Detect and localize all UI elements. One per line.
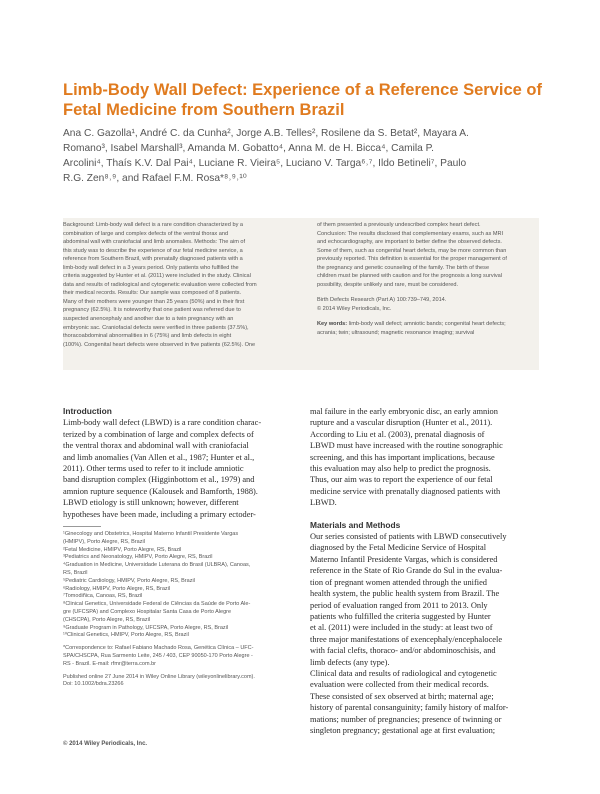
left-column <box>63 406 301 520</box>
abstract-line: (100%). Congenital heart defects were observed in five patients (62.5%). One <box>63 341 256 348</box>
title-line: Limb-Body Wall Defect: Experience of a Reference Service of <box>63 81 542 99</box>
body-line: the ventral thorax and abdominal wall with craniofacial <box>63 441 249 451</box>
abstract-line: the pregnancy and genetic counseling of the family. The birth of these <box>317 264 490 271</box>
abstract-line: suspected anencephaly and another due to a twin pregnancy with an <box>63 316 234 323</box>
abstract-line: criteria suggested by Hunter et al. (2011) were included in the study. Clinical <box>63 273 251 280</box>
affiliation: RS, Brazil <box>63 569 88 576</box>
keywords-label: Key words: <box>317 321 348 328</box>
body-line: period of evaluation ranged from 2011 to 2013. Only <box>310 600 488 610</box>
affiliation: ⁷Tomodiñica, Canoas, RS, Brazil <box>63 593 143 600</box>
body-line: this evaluation may also help to predict the prognosis. <box>310 464 491 474</box>
keywords <box>317 320 539 329</box>
abstract-line: their medical records. Results: Our sample was composed of 8 patients. <box>63 290 242 297</box>
body-line: LBWD. <box>310 498 337 508</box>
affiliation: gre (UFCSPA) and Complexo Hospitalar Santa Casa de Porto Alegre <box>63 608 232 615</box>
correspondence: SPA/CHSCPA, Rua Sarmento Leite, 245 / 403, CEP 90050-170 Porto Alegre - <box>63 652 253 659</box>
body-line: LBWD etiology is still unknown; however, different <box>63 498 239 508</box>
body-line: health system, the public health system from Brazil. The <box>310 589 500 599</box>
body-line: According to Liu et al. (2003), prenatal diagnosis of <box>310 429 485 439</box>
abstract-line: and echocardiography, are important to better define the observed defects. <box>317 239 502 246</box>
abstract-line: reference from Southern Brazil, with prenatally diagnosed patients with a <box>63 256 243 263</box>
page-footer: © 2014 Wiley Periodicals, Inc. <box>63 741 148 747</box>
author-line: Romano³, Isabel Marshall³, Amanda M. Gobatto⁴, Anna M. de H. Bicca⁴, Camila P. <box>63 143 434 154</box>
section-heading: Materials and Methods <box>310 519 401 530</box>
abstract-right-column <box>317 221 539 338</box>
affiliation: (CHSCPA), Porto Alegre, RS, Brazil <box>63 616 151 623</box>
author-line: Arcolini⁴, Thaís K.V. Dal Pai⁴, Luciane R. Vieira⁵, Luciano V. Targa⁶˒⁷, Ildo Betineli⁷, Paulo <box>63 158 467 169</box>
section-heading: Introduction <box>63 406 112 416</box>
body-line: terized by a combination of large and complex defects of <box>63 429 254 439</box>
correspondence: *Correspondence to: Rafael Fabiano Machado Rosa, Genética Clínica – UFC- <box>63 645 254 652</box>
author-line: Ana C. Gazolla¹, André C. da Cunha², Jorge A.B. Telles², Rosilene da S. Betat², Mayara A. <box>63 128 469 139</box>
abstract-line: Some of them, such as congenital heart defects, may be more common than <box>317 247 507 254</box>
body-line: band disruption complex (Higginbottom et al., 1979) and <box>63 475 255 485</box>
affiliation: ³Pediatrics and Neonatology, HMIPV, Porto Alegre, RS, Brazil <box>63 554 213 561</box>
affiliation: ⁸Clinical Genetics, Universidade Federal de Ciências da Saúde de Porto Ale- <box>63 601 251 608</box>
affiliation: ⁶Radiology, HMIPV, Porto Alegre, RS, Brazil <box>63 585 171 592</box>
abstract-line: abdominal wall with craniofacial and limb anomalies. Methods: The aim of <box>63 239 246 246</box>
body-line: reference in the State of Rio Grande do Sul in the evalua- <box>310 566 503 576</box>
affiliation: ¹⁰Clinical Genetics, HMIPV, Porto Alegre, RS, Brazil <box>63 632 189 639</box>
abstract-line: Conclusion: The results disclosed that complementary exams, such as MRI <box>317 230 504 237</box>
abstract-line: possibility, despite unlikely and rare, must be considered. <box>317 281 459 288</box>
correspondence: RS - Brazil. E-mail: rfmr@terra.com.br <box>63 660 156 667</box>
keywords-text: limb-body wall defect; amniotic bands; congenital heart defects; <box>348 321 506 328</box>
publication-info: Published online 27 June 2014 in Wiley Online Library (wileyonlinelibrary.com). <box>63 673 255 680</box>
footnotes <box>63 526 283 689</box>
citation: Birth Defects Research (Part A) 100:739–749, 2014. <box>317 297 447 304</box>
author-line: R.G. Zen⁸˒⁹, and Rafael F.M. Rosa*⁸˒⁹˒¹⁰ <box>63 173 247 184</box>
body-line: tion of pregnant women attended through the unified <box>310 577 487 587</box>
body-line: history of parental consanguinity; family history of malfor- <box>310 703 509 713</box>
body-line: mal failure in the early embryonic disc, an early amnion <box>310 407 498 416</box>
abstract-line: Many of their mothers were younger than 25 years (50%) and in their first <box>63 298 245 305</box>
body-line: mations; number of pregnancies; presence of twinning or <box>310 714 502 724</box>
body-line: with facial clefts, thoraco- and/or abdominoschisis, and <box>310 646 496 656</box>
footnote-rule <box>63 526 101 527</box>
affiliation: (HMIPV), Porto Alegre, RS, Brazil <box>63 538 145 545</box>
body-line: diagnosed by the Fetal Medicine Service of Hospital <box>310 543 487 553</box>
abstract-line: embryonic sac. Craniofacial defects were verified in three patients (37.5%), <box>63 324 249 331</box>
abstract-line: of them presented a previously undescribed complex heart defect. <box>317 222 481 228</box>
affiliation: ¹Ginecology and Obstetrics, Hospital Materno Infantil Presidente Vargas <box>63 531 239 537</box>
body-line: Thus, our aim was to report the experience of our fetal <box>310 475 493 485</box>
abstract-line: children must be planned with caution and for the prognosis a long survival <box>317 273 503 280</box>
body-line: evaluation were collected from their medical records. <box>310 680 489 690</box>
abstract-line: previously reported. This definition is essential for the proper management of <box>317 256 507 263</box>
abstract-line: thoracoabdominal abnormalities in 6 (75%) and limb defects in eight <box>63 333 232 340</box>
abstract-left-column <box>63 221 273 349</box>
abstract-box <box>63 218 539 370</box>
publication-info: Doi: 10.1002/bdra.23266 <box>63 681 124 688</box>
body-line: et al. (2011) were included in the study: at least two of <box>310 623 493 633</box>
affiliation: ⁴Graduation in Medicine, Universidade Luterana do Brasil (ULBRA), Canoas, <box>63 562 251 569</box>
body-line: Limb-body wall defect (LBWD) is a rare condition charac- <box>63 418 262 428</box>
abstract-line: combination of large and complex defects of the ventral thorax and <box>63 230 229 237</box>
body-line: singleton pregnancy; gestational age at first evaluation; <box>310 725 496 735</box>
abstract-line: pregnancy (62.5%). It is noteworthy that one patient was referred due to <box>63 307 241 314</box>
body-line: and limb anomalies (Van Allen et al., 1987; Hunter et al., <box>63 452 255 462</box>
body-line: screening, and this has important implications, because <box>310 452 495 462</box>
article-title <box>63 80 543 120</box>
abstract-line: data and results of radiological and cytogenetic evaluation were collected from <box>63 281 257 288</box>
body-line: limb defects (any type). <box>310 657 390 667</box>
affiliation: ⁵Pediatric Cardiology, HMIPV, Porto Alegre, RS, Brazil <box>63 577 195 584</box>
body-line: 2011). Other terms used to refer to it include amniotic <box>63 464 244 474</box>
abstract-line: Background: Limb-body wall defect is a rare condition characterized by a <box>63 222 244 228</box>
body-line: LBWD must have increased with the routine sonographic <box>310 441 503 451</box>
affiliation: ²Fetal Medicine, HMIPV, Porto Alegre, RS, Brazil <box>63 546 182 553</box>
body-line: patients who fulfilled the criteria suggested by Hunter <box>310 611 491 621</box>
body-line: Our series consisted of patients with LBWD consecutively <box>310 532 507 542</box>
body-line: rupture and a vascular disruption (Hunter et al., 2011). <box>310 418 493 428</box>
abstract-line: limb-body wall defect in a 3 years period. Only patients who fulfilled the <box>63 264 239 271</box>
body-line: Clinical data and results of radiological and cytogenetic <box>310 668 497 678</box>
author-list <box>63 126 563 186</box>
abstract-line: this study was to describe the experience of our fetal medicine service, a <box>63 247 243 254</box>
title-line: Fetal Medicine from Southern Brazil <box>63 101 345 119</box>
keywords-text: acrania; twin; ultrasound; magnetic resonance imaging; survival <box>317 330 475 337</box>
right-column <box>310 406 542 736</box>
body-line: Materno Infantil Presidente Vargas, which is considered <box>310 554 498 564</box>
body-line: hypotheses have been made, including a primary ectoder- <box>63 509 256 519</box>
body-line: These consisted of sex observed at birth; maternal age; <box>310 691 494 701</box>
body-line: three major manifestations of exencephaly/encephalocele <box>310 634 503 644</box>
body-line: medicine service with prenatally diagnosed patients with <box>310 486 501 496</box>
body-line: amnion rupture sequence (Kalousek and Bamforth, 1988). <box>63 486 258 496</box>
copyright: © 2014 Wiley Periodicals, Inc. <box>317 305 392 312</box>
affiliation: ⁹Graduate Program in Pathology, UFCSPA, Porto Alegre, RS, Brazil <box>63 624 229 631</box>
